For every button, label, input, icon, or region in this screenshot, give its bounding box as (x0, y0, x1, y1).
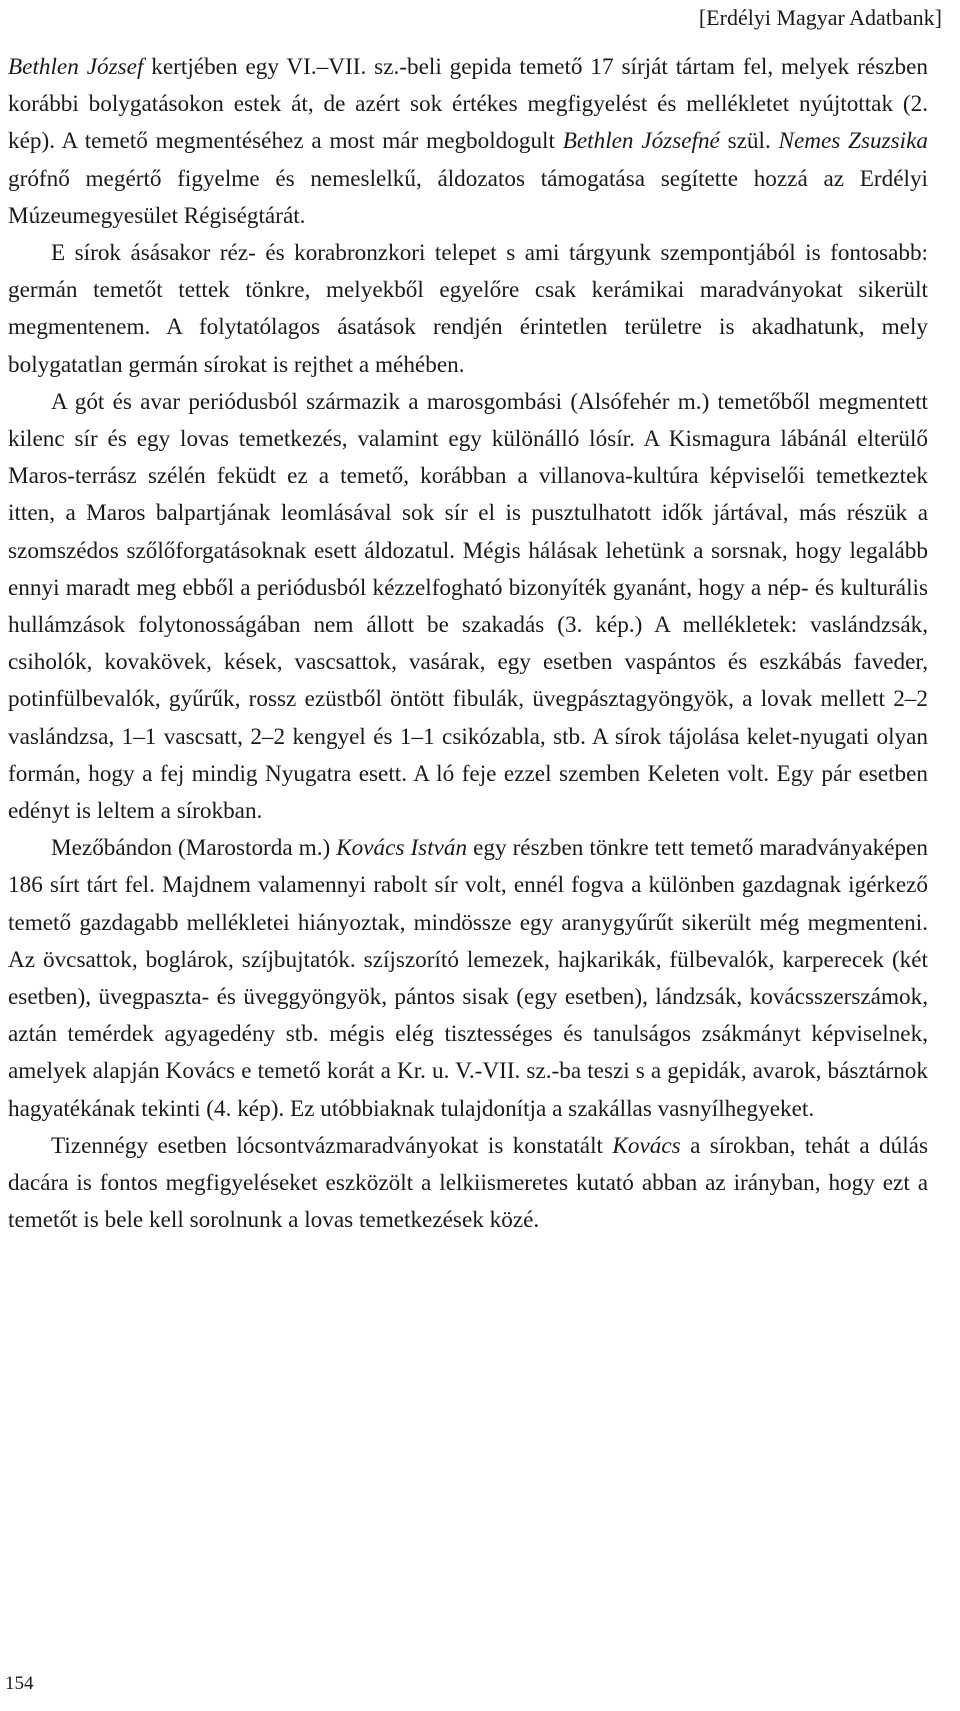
person-name: Bethlen József (8, 54, 144, 80)
person-name: Bethlen Józsefné (562, 128, 720, 155)
text-segment: a sírokban, tehát a dúlás dacára is fontos megfigyeléseket eszközölt a lelkiismeretes kutató abban az irányban, hogy ezt a temetőt is bele kell sorolnunk a lovas temetkezések közé. (8, 1132, 928, 1234)
text-segment: E sírok ásásakor réz- és korabronzkori telepet s ami tárgyunk szempontjából is fontosabb: germán temetőt tettek tönkre, melyekből egyelőre csak kerámikai maradványokat sikerült megmentenem. A folytatólagos ásatások rendjén érintetlen területre is akadhatunk, mely bolygatatlan germán sírokat is rejthet a méhében. (8, 240, 928, 378)
text-segment: Tizennégy esetben lócsontvázmaradványokat is konstatált (51, 1132, 613, 1159)
text-segment: grófnő megértő figyelme és nemeslelkű, áldozatos támogatása segítette hozzá az Erdélyi Múzeumegyesület Régiségtárát. (8, 165, 928, 229)
paragraph (8, 235, 928, 384)
text-segment: szül. (719, 128, 779, 155)
paragraph (8, 1128, 928, 1240)
document-body (8, 49, 928, 1240)
paragraph (8, 830, 928, 1128)
paragraph (8, 49, 928, 235)
text-segment: A gót és avar periódusból származik a marosgombási (Alsófehér m.) temetőből megmentett kilenc sír és egy lovas temetkezés, valamint egy különálló lósír. A Kismagura lábánál elterülő Maros-terrász szélén feküdt ez a temető, korábban a villanova-kultúra képviselői temetkeztek itten, a Maros balpartjának leomlásával sok sír el is pusztulhatott idők jártával, más részük a szomszédos szőlőforgatásoknak esett áldozatul. Mégis hálásak lehetünk a sorsnak, hogy legalább ennyi maradt meg ebből a periódusból kézzelfogható bizonyíték gyanánt, hogy a nép- és kulturális hullámzások folytonosságában nem állott be szakadás (3. kép.) A mellékletek: vaslándzsák, csiholók, kovakövek, kések, vascsattok, vasárak, egy esetben vaspántos és eszkábás faveder, potinfülbevalók, gyűrűk, rossz ezüstből öntött fibulák, üvegpásztagyöngyök, a lovak mellett 2–2 vaslándzsa, 1–1 vascsatt, 2–2 kengyel és 1–1 csikózabla, stb. A sírok tájolása kelet-nyugati olyan formán, hogy a fej mindig Nyugatra esett. A ló feje ezzel szemben Keleten volt. Egy pár esetben edényt is leltem a sírokban. (8, 388, 928, 825)
text-segment: egy részben tönkre tett temető maradványaképen 186 sírt tárt fel. Majdnem valamennyi rabolt sír volt, ennél fogva a különben gazdagnak igérkező temető gazdagabb mellékletei hiányoztak, mindössze egy aranygyűrűt sikerült még megmenteni. Az övcsattok, boglárok, szíjbujtatók. szíjszorító lemezek, hajkarikák, fülbevalók, karperecek (két esetben), üvegpaszta- és üveggyöngyök, pántos sisak (egy esetben), lándzsák, kovácsszerszámok, aztán temérdek agyagedény stb. mégis elég tisztességes és tanulságos zsákmányt képviselnek, amelyek alapján Kovács e temető korát a Kr. u. V.-VII. sz.-ba teszi s a gepidák, avarok, básztárnok hagyatékának tekinti (4. kép). Ez utóbbiaknak tulajdonítja a szakállas vasnyílhegyeket. (8, 835, 928, 1122)
text-segment: Mezőbándon (Marostorda m.) (51, 835, 337, 862)
person-name: Kovács (612, 1132, 681, 1159)
source-header: [Erdélyi Magyar Adatbank] (698, 5, 942, 30)
person-name: Nemes Zsuzsika (778, 128, 928, 155)
page-number: 154 (5, 1673, 34, 1694)
text-segment: kertjében egy VI.–VII. sz.-beli gepida temető 17 sírját tártam fel, melyek részben korábbi bolygatásokon estek át, de azért sok értékes megfigyelést és mellékletet nyújtottak (2. kép). A temető megmentéséhez a most már megboldogult (8, 54, 928, 155)
person-name: Kovács István (336, 835, 468, 862)
paragraph (8, 384, 928, 830)
